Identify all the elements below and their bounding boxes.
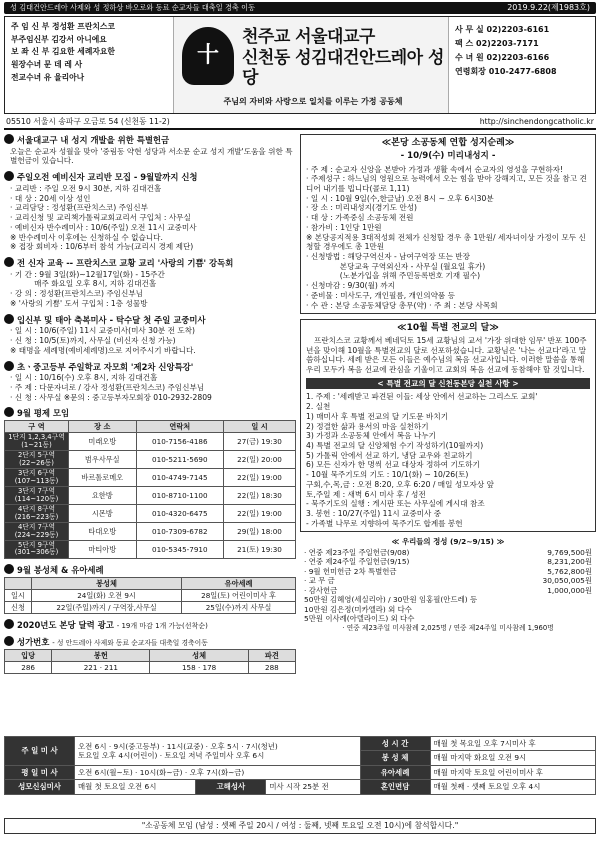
list-item: · 신 청 : 10/5(토)까지, 사무실 (비신자 신청 가능)	[10, 336, 176, 346]
donor-line: 50만원 김혜영(세실리아) / 30만원 임홍필(안드레) 등	[304, 595, 478, 605]
list-item: · 신 청 : 사무실 ※문의 : 중고등부자모회장 010-2932-2809	[10, 392, 212, 402]
postal-address: 05510 서울시 송파구 오금로 54 (신천동 11-2)	[6, 117, 170, 127]
list-item: · 주제성구 : 하느님의 영원으로 능력에서 오는 힘을 받아 강해지고, 모든 것을 참고 견디어 내기를 빕니다(콜로 1,11)	[306, 174, 587, 193]
section-catechumen	[4, 171, 296, 252]
clergy-item: 부주임신부 김강서 아니에요	[11, 34, 107, 44]
meetings-table	[4, 420, 296, 559]
list-item: · 주 제 : 순교자 신앙을 본받아 가정과 생활 속에서 순교자의 영성을 구현하자!	[306, 164, 564, 174]
list-item: · 참가비 : 1인당 1만원	[306, 222, 382, 232]
address-bar	[4, 116, 596, 130]
section-title: 2020년도 본당 달력 광고 - 19개 마감 1개 가능(선착순)	[4, 619, 296, 631]
clergy-item: 전교수녀 유 율리아나	[11, 72, 85, 82]
box-title: ≪본당 소공동체 연합 성지순례≫	[381, 138, 515, 148]
contact-list	[449, 17, 595, 113]
list-item: 1. 주제 : '세례받고 파견된 이들: 세상 안에서 선교하는 그리스도 교회'	[306, 392, 538, 402]
mission-body: 프란치스코 교황께서 베네딕토 15세 교황님의 교서 '가장 위대한 임무' 반포 100주년을 맞이해 10월을 특별전교의 달로 선포하셨습니다. 교황님은 '나는 선교다'라고 말씀하십니다. 세례 받은 모든 이들은 예수님의 복음 선교사입니다. 이러한 말씀을 통해 우리 모두가 복음 선교에 관심을 기울이고 교회의 복음 선교에 동참해야 할 것입니다.	[306, 335, 587, 374]
table-row: 주 일 미 사 오전 6시 · 9시(중고등부) · 11시(교중) · 오후 5시 · 7시(청년) 토요일 오후 4시(어린이) · 토요일 저녁 주일미사 오후 6시 성 시 간 매월 첫 목요일 오후 7시미사 후	[5, 737, 596, 751]
list-item: - 묵주기도의 실행 : 게시판 또는 사무실에 게시대 참조	[306, 499, 485, 509]
clergy-item: 원장수녀 문 데 레 사	[11, 59, 83, 69]
website-link[interactable]: http://sinchendongcatholic.kr	[479, 117, 594, 127]
masthead	[4, 16, 596, 114]
list-item: 구회,수,목,금 : 오전 8:20, 오후 6:20 / 매일 성모자상 앞	[306, 479, 494, 489]
section-title: 입신부 및 태아 축복미사 - 탁수달 첫 주일 교중미사	[4, 314, 296, 326]
column-header: 구 역	[5, 421, 69, 433]
list-item: 매주 화요일 오후 8시, 지하 김대건홀	[10, 279, 157, 289]
bullet-icon	[4, 619, 14, 629]
feast-notice: 성 김대건안드레아 사제와 성 정하상 바오로와 동료 순교자들 대축일 경축 이동	[10, 3, 256, 13]
table-row: 일시 24일(화) 오전 9시 28일(토) 어린이미사 후	[5, 589, 296, 601]
list-item: 2) 정결한 삶과 용서의 마음 실천하기	[306, 421, 429, 431]
offering-row: · 9월 헌미헌금 2차 특별헌금 5,762,800원	[304, 566, 592, 576]
attendance-note: · 연중 제23주일 미사참례 2,025명 / 연중 제24주일 미사참례 1,960명	[342, 623, 554, 632]
hymn-table: 입당 봉헌 성체 파견 286 221 · 211 158 · 178 288	[4, 649, 296, 674]
column-header: 장 소	[69, 421, 137, 433]
list-item: 4) 특별 전교의 달 신앙체험 수기 작성하기(10월까지)	[306, 441, 484, 450]
list-item: 5) 가톨릭 안에서 선교 하기, 냉담 교우와 친교하기	[306, 450, 473, 460]
table-row: 3단지 7구역 (114~120동) 요한방 010-8710-1100 22(일) 18:30	[5, 487, 296, 505]
pilgrimage-box	[300, 134, 596, 314]
parish-motto: 주님의 자비와 사랑으로 일치를 이루는 가정 공동체	[223, 97, 403, 106]
right-column	[300, 134, 596, 632]
table-row: 1단지 1,2,3,4구역 (1~21동) 미래오방 010-7156-4186 27(금) 19:30	[5, 433, 296, 451]
list-item: ※ 태명을 세례명(예비세례명)으로 지어주시기 바랍니다.	[10, 345, 196, 355]
section-blessing	[4, 314, 296, 356]
list-item: · 기 간 : 9월 3일(화)~12월17일(화) - 15주간	[10, 269, 165, 279]
box-subtitle: - 10/9(수) 미리내성지 -	[400, 150, 496, 161]
list-item: · 일 시 : 10/16(수) 오후 8시, 지하 김대건홀	[10, 373, 158, 383]
list-item: · 주 제 : 다문자녀로 / 강사 정성환(프란치스코) 주임신부님	[10, 382, 205, 392]
clergy-item: 주 임 신 부 정성환 프란치스코	[11, 22, 115, 31]
mass-schedule-table	[4, 736, 596, 795]
list-item: ※ 본당공지적용 3대적성회 전체가 신청할 경우 총 1만원/ 세자녀이상 가정이 모두 신청할 경우에도 총 1만원	[306, 232, 586, 252]
bullet-icon	[4, 257, 14, 267]
contact-item: 팩 스 02)2203-7171	[455, 39, 539, 48]
table-row: 신청 22일(주일)까지 / 구역장,사무실 25일(수)까지 사무실	[5, 602, 296, 614]
section-education	[4, 257, 296, 309]
list-item: 토,주일 제 : 새벽 6시 미사 후 / 성전	[306, 489, 426, 499]
box-title: ≪10월 특별 전교의 달≫	[397, 323, 499, 334]
table-row: 286 221 · 211 158 · 178 288	[5, 662, 296, 674]
table-row: 봉 성 체 매월 마지막 화요일 오전 9시	[5, 751, 596, 765]
list-item: 1) 매미사 후 특별 전교의 달 기도문 바치기	[306, 411, 449, 421]
table-row: 2단지 5구역 (22~26동) 범우사무실 010-5211-5690 22(일) 20:00	[5, 451, 296, 469]
list-item: · 일 시 : 10/6(주일) 11시 교중미사(미사 30분 전 도착)	[10, 326, 195, 336]
issue-number: 2019.9.22(제1983호)	[507, 2, 590, 12]
section-title: 초ㆍ중고등부 주일학교 자모회 '제2차 신앙특강'	[4, 361, 296, 373]
top-banner-strip	[4, 2, 596, 14]
box-title: ≪ 우리들의 정성 (9/2~9/15) ≫	[391, 537, 505, 547]
section-title: 주일오전 예비신자 교리반 모집 - 9월말까지 신청	[4, 171, 296, 183]
section-lecture	[4, 361, 296, 403]
list-item: · 대 상 : 20세 이상 성인	[10, 193, 91, 203]
section-body: 오늘은 순교자 성월을 맞아 '중림동 약현 성당과 서소문 순교 성지 개발'도움을 위한 특별헌금이 있습니다.	[10, 146, 293, 166]
list-item: · 강 의 : 정성환(프란치스코) 주임신부님	[10, 289, 143, 299]
list-item: ※ 접장 회비자 : 10/6부터 참석 가능(교리시 경제 제단)	[10, 242, 194, 252]
table-row: 4단지 7구역 (224~229동) 타대오방 010-7309-6782 29(일) 18:00	[5, 523, 296, 541]
column-header: 봉성체	[31, 577, 181, 589]
list-item: 3) 가정과 소공동체 안에서 복음 나누기	[306, 431, 436, 441]
list-item: - 10월 묵주기도의 기도 : 10/1(화) ~ 10/26(토)	[306, 470, 469, 480]
list-item: · 교리반 : 주일 오전 9시 30분, 지하 김대건홀	[10, 183, 162, 193]
contact-item: 연령회장 010-2477-6808	[455, 67, 557, 76]
section-meetings	[4, 407, 296, 559]
column-header	[5, 577, 32, 589]
list-item: · 장 소 : 미리내성지(경기도 안성)	[306, 203, 417, 213]
table-row: 3단지 6구역 (107~113동) 바르톨로메오 010-4749-7145 22(일) 19:00	[5, 469, 296, 487]
diocese-name: 천주교 서울대교구	[242, 27, 375, 47]
bullet-icon	[4, 407, 14, 417]
offering-row: · 교 무 금 30,050,005원	[304, 576, 592, 586]
list-item: · 예비신자 반수례미사 : 10/6(주일) 오전 11시 교중미사	[10, 222, 197, 232]
section-title: 9월 평제 모임	[4, 407, 296, 419]
communion-table	[4, 577, 296, 615]
list-item: · 신청마감 : 9/30(월) 까지	[306, 281, 395, 291]
list-item: · 교리담당 : 정성환(프란치스코) 주임신부	[10, 203, 148, 213]
list-item: · 대 상 : 가족중심 소공동체 전원	[306, 213, 414, 223]
list-item: · 교리신청 및 교리책가톨릭교회교리서 구입처 : 사무실	[10, 213, 191, 223]
section-title: 성가번호 - 성 안드레아 사제와 동료 순교자들 대축일 경축이동	[4, 636, 296, 648]
column-header: 연락처	[136, 421, 224, 433]
section-special-collection	[4, 134, 296, 166]
offering-row: · 감사헌금 1,000,000원	[304, 585, 592, 595]
list-item: - 가족별 나무로 지향하여 묵주기도 합계를 봉헌	[306, 518, 463, 528]
practice-bar: < 특별 전교의 달 신천동본당 실천 사항 >	[306, 378, 590, 390]
list-item: (노분가입을 위해 주민등록번호 기재 필수)	[306, 271, 481, 281]
contact-item: 사 무 실 02)2203-6161	[455, 25, 550, 34]
parish-name: 신천동 성김대건안드레아 성당	[242, 47, 444, 89]
bullet-icon	[4, 134, 14, 144]
church-name	[242, 27, 444, 89]
table-row: 4단지 8구역 (216~223동) 시몬방 010-4320-6475 22(일) 19:00	[5, 505, 296, 523]
column-header: 일 시	[224, 421, 296, 433]
donor-line: 5만원 이사례(아델라이드) 외 다수	[304, 614, 415, 624]
section-title: 전 신자 교육 -- 프란치스코 교황 교리 '사랑의 기쁨' 강독회	[4, 257, 296, 269]
left-column	[4, 134, 296, 679]
bullet-icon	[4, 636, 14, 646]
column-header: 유아세례	[182, 577, 296, 589]
bullet-icon	[4, 171, 14, 181]
clergy-item: 보 좌 신 부 김요한 세례자요한	[11, 47, 115, 57]
list-item: 본당교육 구역외신자 - 사무실 (월요일 휴가)	[306, 261, 486, 271]
table-header-row	[5, 421, 296, 433]
contact-item: 수 녀 원 02)2203-6166	[455, 53, 550, 62]
section-title: 서울대교구 내 성지 개발을 위한 특별헌금	[4, 134, 296, 146]
section-hymns	[4, 636, 296, 674]
community-footer: "소공동체 모임 (남성 : 셋째 주일 20시 / 여성 : 둘째, 넷째 토요일 오전 10시)에 참석합시다."	[4, 818, 596, 834]
list-item: · 준비물 : 미사도구, 개인필름, 개인의약품 등	[306, 290, 455, 300]
clergy-list	[5, 17, 173, 113]
bullet-icon	[4, 564, 14, 574]
list-item: ※ '사랑의 기쁨' 도서 구입처 : 1층 성물방	[10, 298, 148, 308]
list-item: 2. 실천	[306, 402, 331, 412]
table-row: 평 일 미 사 오전 6시(월~토) · 10시(화~금) · 오후 7시(화~금) 유아세례 매월 마지막 토요일 어린이미사 후	[5, 765, 596, 779]
offering-row: · 연중 제23주일 주일헌금(9/08) 9,769,500원	[304, 547, 592, 557]
list-item: ※ 반수례미사 이후에는 신청하실 수 없습니다.	[10, 232, 163, 242]
table-row: 성모신심미사 매월 첫 토요일 오전 6시 고해성사 미사 시작 25분 전 혼인면담 매월 첫째 · 셋째 토요일 오후 4시	[5, 780, 596, 794]
section-calendar-ad	[4, 619, 296, 631]
offering-section	[300, 537, 596, 632]
table-row: 5단지 9구역 (301~306동) 마티아방 010-5345-7910 21(토) 19:30	[5, 541, 296, 559]
offering-row: · 연중 제24주일 주일헌금(9/15) 8,231,200원	[304, 557, 592, 567]
bullet-icon	[4, 314, 14, 324]
list-item: · 일 시 : 10월 9일(수,한글날) 오전 8시 ~ 오후 6시30분	[306, 193, 494, 203]
church-logo-icon: 十	[182, 27, 234, 85]
list-item: · 수 관 : 본당 소공동체담당 총무(약) · 주 최 : 본당 사목회	[306, 300, 498, 310]
church-banner	[173, 17, 449, 113]
mission-month-box	[300, 319, 596, 532]
section-title: 9월 봉성체 & 유아세례	[4, 564, 296, 576]
list-item: 3. 봉헌 : 10/27(주일) 11시 교중미사 중	[306, 509, 442, 519]
bullet-icon	[4, 361, 14, 371]
donor-line: 10만원 김은정(미카엘라) 외 다수	[304, 604, 412, 614]
list-item: 6) 모든 신자가 한 명씩 선교 대상자 정하여 기도하기	[306, 460, 480, 470]
list-item: · 신청방법 : 해당구역신자 - 남여구역장 또는 반장	[306, 251, 470, 261]
section-communion-baptism	[4, 564, 296, 614]
